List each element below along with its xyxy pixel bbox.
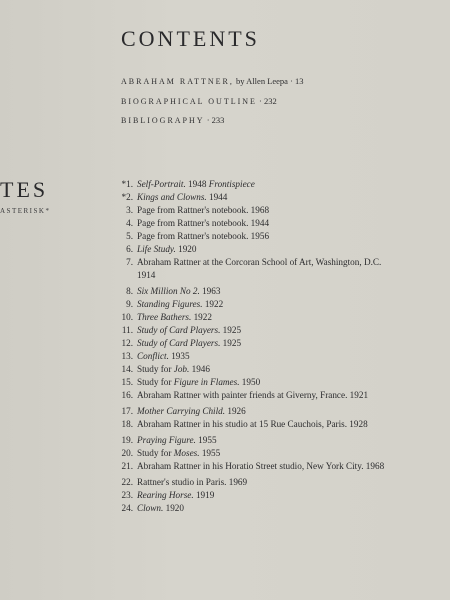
- plate-number: 5.: [126, 231, 133, 241]
- plate-caption: 1926: [225, 406, 246, 416]
- plates-list: [115, 178, 387, 515]
- plate-caption: 1963: [199, 286, 221, 296]
- plate-entry: [115, 298, 387, 311]
- plate-entry: [115, 376, 387, 389]
- plate-entry: [115, 405, 387, 418]
- contents-entry: [121, 111, 304, 131]
- plate-caption: Abraham Rattner with painter friends at Giverny, France. 1921: [137, 390, 369, 400]
- plate-title: Kings and Clowns.: [137, 192, 207, 202]
- plate-title: Rearing Horse.: [137, 490, 194, 500]
- plate-caption: 1955: [195, 435, 217, 445]
- plate-caption: Study for: [137, 377, 174, 387]
- plate-caption: 1920: [163, 503, 184, 513]
- plate-title: Moses.: [173, 448, 200, 458]
- plate-caption: 1948: [185, 179, 209, 189]
- plate-number: 23.: [121, 490, 133, 500]
- plate-title: Mother Carrying Child.: [137, 406, 226, 416]
- plate-entry: [115, 389, 387, 402]
- plate-caption: Abraham Rattner in his Horatio Street studio, New York City. 1968: [137, 461, 385, 471]
- plate-entry: [115, 418, 387, 431]
- plate-number: 9.: [126, 299, 133, 309]
- plate-entry: [115, 230, 387, 243]
- plate-entry: [115, 489, 387, 502]
- contents-title: CONTENTS: [121, 26, 260, 51]
- plate-entry: [115, 285, 387, 298]
- plate-number: 10.: [121, 312, 133, 322]
- plate-caption: 1922: [191, 312, 212, 322]
- plate-number: 12.: [121, 338, 133, 348]
- plate-number: 3.: [126, 205, 133, 215]
- contents-entry-page: · 232: [256, 95, 277, 106]
- plate-number: 16.: [121, 390, 133, 400]
- plate-title: Three Bathers.: [137, 312, 192, 322]
- plate-title: Clown.: [137, 503, 164, 513]
- plate-number: 20.: [121, 448, 133, 458]
- plate-title: Frontispiece: [208, 179, 255, 189]
- plate-caption: 1925: [220, 325, 242, 335]
- plate-title: Conflict.: [137, 351, 169, 361]
- plate-entry: [115, 217, 387, 230]
- plate-number: 14.: [121, 364, 133, 374]
- plate-title: Study of Card Players.: [137, 338, 221, 348]
- plate-entry: [115, 191, 387, 204]
- plate-number: 24.: [121, 503, 133, 513]
- plate-title: Life Study.: [137, 244, 176, 254]
- plate-number: 4.: [126, 218, 133, 228]
- plate-number: 21.: [121, 461, 133, 471]
- plate-entry: [115, 434, 387, 447]
- plate-title: Job.: [173, 364, 190, 374]
- plate-caption: 1922: [202, 299, 224, 309]
- plate-caption: 1935: [168, 351, 190, 361]
- plates-section-title: TES: [0, 177, 49, 202]
- contents-entry-label: BIOGRAPHICAL OUTLINE: [121, 96, 257, 106]
- plate-entry: [115, 204, 387, 217]
- plate-title: Self-Portrait.: [137, 179, 186, 189]
- plate-year: 1946: [189, 364, 210, 374]
- contents-entry-page: by Allen Leepa · 13: [233, 76, 304, 86]
- plate-title: Standing Figures.: [137, 299, 203, 309]
- plate-entry: [115, 337, 387, 350]
- plate-title: Figure in Flames.: [173, 377, 240, 387]
- plate-title: Six Million No 2.: [137, 286, 200, 296]
- plate-number: 22.: [121, 477, 133, 487]
- plate-number: 15.: [121, 377, 133, 387]
- plate-number: 18.: [121, 419, 133, 429]
- plate-entry: [115, 363, 387, 376]
- plate-entry: [115, 256, 387, 282]
- plate-number: 8.: [126, 286, 133, 296]
- plate-year: 1950: [239, 377, 261, 387]
- plate-caption: Study for: [137, 364, 174, 374]
- contents-entry-label: BIBLIOGRAPHY: [121, 116, 205, 125]
- plates-section-subtitle: ASTERISK*: [0, 207, 51, 215]
- plate-caption: Abraham Rattner in his studio at 15 Rue Cauchois, Paris. 1928: [137, 419, 368, 429]
- plate-year: 1955: [199, 448, 221, 458]
- plate-caption: 1944: [206, 192, 228, 202]
- plate-caption: Rattner's studio in Paris. 1969: [137, 477, 248, 487]
- plate-title: Praying Figure.: [137, 435, 196, 445]
- contents-entry: [121, 72, 304, 92]
- plate-caption: Page from Rattner's notebook. 1956: [137, 231, 270, 241]
- plate-entry: [115, 502, 387, 515]
- plate-caption: 1925: [220, 338, 242, 348]
- plate-caption: Page from Rattner's notebook. 1968: [137, 205, 270, 215]
- plate-entry: [115, 311, 387, 324]
- plate-caption: Page from Rattner's notebook. 1944: [137, 218, 270, 228]
- plate-caption: Study for: [137, 448, 174, 458]
- plate-entry: [115, 350, 387, 363]
- plate-number: 13.: [121, 351, 133, 361]
- plate-number: 17.: [121, 406, 133, 416]
- plate-number: 6.: [126, 244, 133, 254]
- contents-entry: [121, 92, 304, 112]
- plate-entry: [115, 178, 387, 191]
- plate-number: *2.: [121, 192, 133, 202]
- contents-list: [121, 72, 304, 131]
- contents-entry-page: · 233: [204, 115, 225, 125]
- contents-entry-label: ABRAHAM RATTNER,: [121, 77, 234, 86]
- plate-caption: 1920: [175, 244, 197, 254]
- plate-title: Study of Card Players.: [137, 325, 221, 335]
- plate-caption: 1919: [193, 490, 215, 500]
- plate-entry: [115, 460, 387, 473]
- plate-entry: [115, 243, 387, 256]
- plate-entry: [115, 324, 387, 337]
- plate-number: 19.: [121, 435, 133, 445]
- plate-number: 11.: [121, 325, 133, 335]
- plate-caption: Abraham Rattner at the Corcoran School of Art, Washington, D.C. 1914: [137, 257, 382, 280]
- plate-number: 7.: [126, 257, 133, 267]
- plate-number: *1.: [121, 179, 133, 189]
- plate-entry: [115, 476, 387, 489]
- plate-entry: [115, 447, 387, 460]
